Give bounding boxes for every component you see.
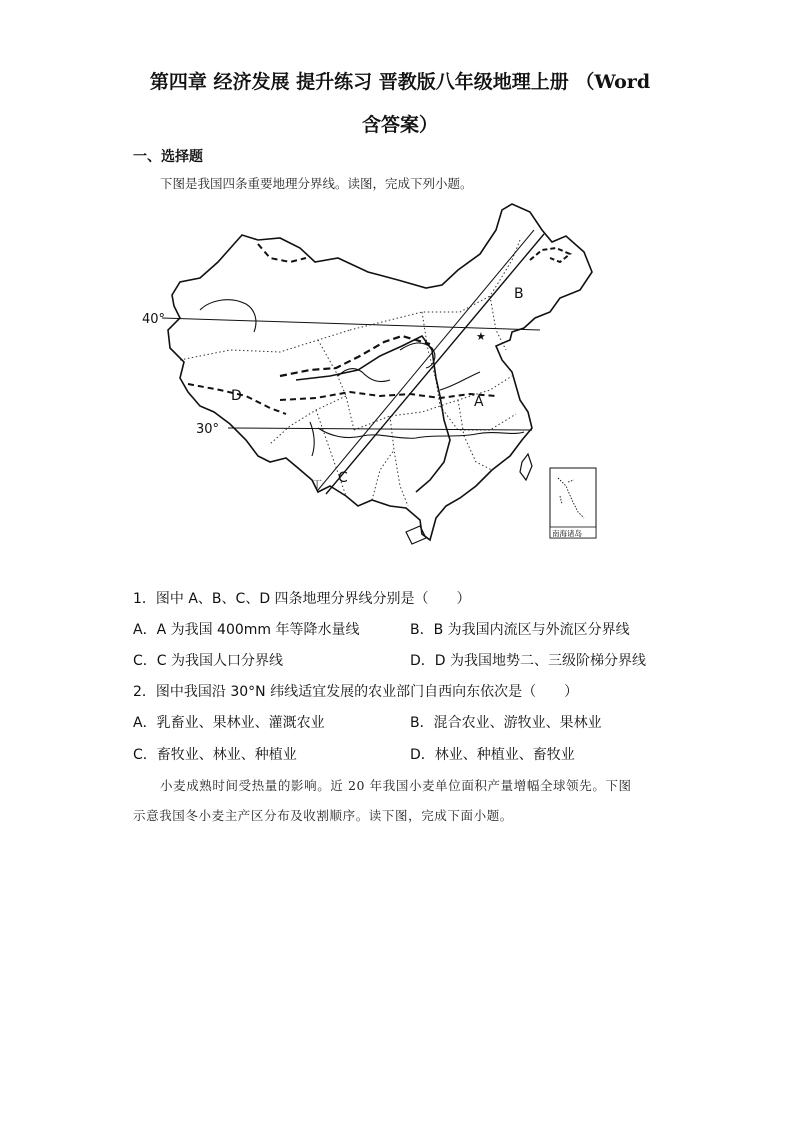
document-title-line1: 第四章 经济发展 提升练习 晋教版八年级地理上册 （Word [149, 71, 651, 93]
question-1-option-d[interactable]: D．D 为我国地势二、三级阶梯分界线 [410, 653, 647, 669]
label-d: D [231, 388, 242, 404]
taiwan-outline [520, 454, 532, 480]
question-2-option-a[interactable]: A．乳畜业、果林业、灌溉农业 [133, 715, 325, 731]
question-2-option-c[interactable]: C．畜牧业、林业、种植业 [133, 747, 297, 763]
question-2-stem: 2．图中我国沿 30°N 纬线适宜发展的农业部门自西向东依次是（ ） [133, 684, 579, 700]
question-1-option-c[interactable]: C．C 为我国人口分界线 [133, 653, 284, 669]
label-ding: 丁 [312, 480, 322, 491]
document-title-line2: 含答案） [361, 114, 438, 136]
question-2-option-b[interactable]: B．混合农业、游牧业、果林业 [410, 715, 602, 731]
question-2-option-d[interactable]: D．林业、种植业、畜牧业 [410, 747, 575, 763]
question-1-stem: 1．图中 A、B、C、D 四条地理分界线分别是（ ） [133, 591, 471, 607]
intro-paragraph-2-line2: 示意我国冬小麦主产区分布及收割顺序。读下图，完成下面小题。 [133, 808, 513, 823]
latitude-30-label: 30° [196, 422, 220, 437]
intro-paragraph-1: 下图是我国四条重要地理分界线。读图，完成下列小题。 [160, 176, 473, 191]
south-sea-label: 南海诸岛 [552, 529, 582, 538]
label-c: C [338, 470, 348, 486]
section-heading: 一、选择题 [133, 149, 203, 165]
latitude-40-label: 40° [142, 312, 166, 327]
boundary-line-a [280, 392, 496, 400]
capital-star-icon: ★ [476, 330, 486, 343]
northeast-dashed-loop [530, 248, 570, 262]
label-a: A [474, 394, 484, 410]
rivers [200, 300, 524, 456]
question-1-option-a[interactable]: A．A 为我国 400mm 年等降水量线 [133, 622, 360, 638]
latitude-40-line [162, 318, 540, 330]
intro-paragraph-2-line1: 小麦成熟时间受热量的影响。近 20 年我国小麦单位面积产量增幅全球领先。下图 [160, 778, 632, 793]
label-b: B [514, 286, 524, 302]
china-outline [168, 204, 592, 540]
question-1-option-b[interactable]: B．B 为我国内流区与外流区分界线 [410, 622, 630, 638]
china-boundary-map [140, 200, 610, 550]
